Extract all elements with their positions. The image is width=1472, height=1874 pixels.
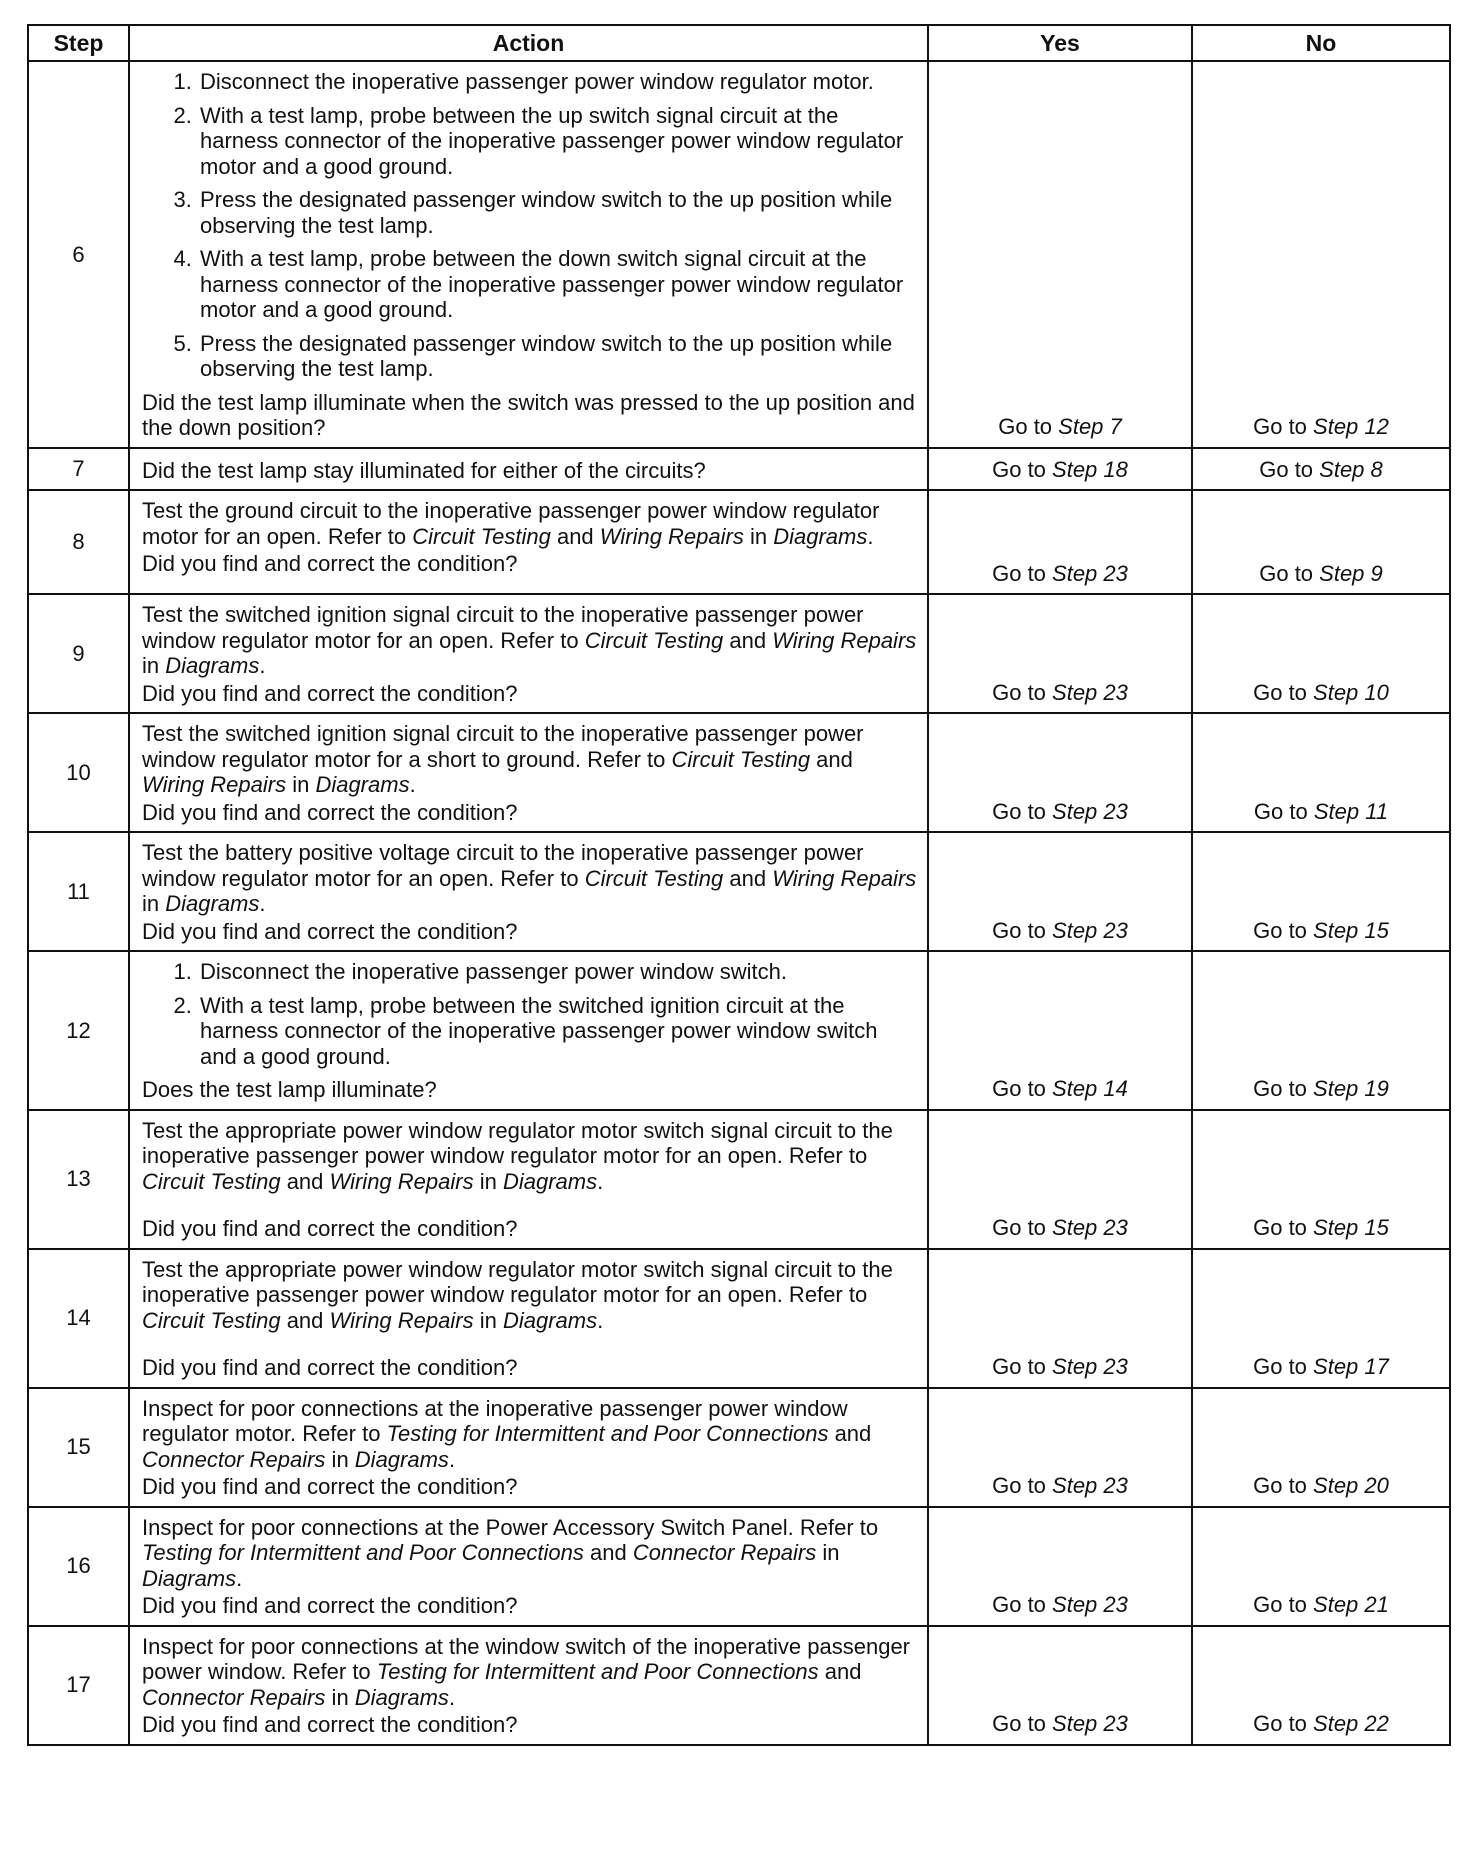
action-steps-list	[142, 69, 917, 382]
yes-go-to-text: Go to	[992, 1592, 1053, 1617]
reference-link-text: Diagrams	[502, 1307, 598, 1333]
instruction-text: .	[259, 891, 266, 916]
action-question: Did you find and correct the condition?	[142, 1593, 518, 1618]
action-question: Does the test lamp illuminate?	[142, 1077, 437, 1102]
yes-step-link: Step 23	[1052, 1354, 1128, 1379]
reference-link-text: Circuit Testing	[671, 746, 811, 772]
yes-step-link: Step 23	[1052, 917, 1128, 943]
instruction-text: in	[142, 653, 166, 678]
yes-go-to-text: Go to	[992, 917, 1053, 943]
yes-result-cell	[928, 832, 1192, 951]
no-go-to-text: Go to	[1253, 917, 1314, 943]
action-question: Did the test lamp stay illuminated for either of the circuits?	[142, 457, 706, 483]
action-steps-list	[142, 959, 917, 1069]
instruction-text: in	[816, 1540, 840, 1565]
no-go-to-text: Go to	[1253, 1592, 1314, 1617]
table-row	[28, 490, 1450, 594]
no-result-cell	[1192, 1626, 1450, 1745]
no-step-link: Step 12	[1313, 414, 1389, 439]
instruction-text: and	[810, 746, 853, 772]
reference-link-text: Connector Repairs	[142, 1684, 326, 1710]
instruction-text: in	[743, 523, 774, 549]
yes-step-link: Step 23	[1052, 560, 1128, 586]
action-instruction	[142, 1515, 917, 1592]
instruction-text: and	[723, 627, 773, 653]
action-cell	[129, 1626, 928, 1745]
action-cell	[129, 951, 928, 1110]
action-instruction	[142, 1396, 917, 1473]
instruction-text: in	[325, 1684, 355, 1710]
no-result-cell	[1192, 1507, 1450, 1626]
no-go-to-text: Go to	[1253, 1711, 1314, 1736]
no-step-link: Step 19	[1313, 1076, 1389, 1101]
no-go-to-text: Go to	[1253, 679, 1314, 705]
yes-result-cell	[928, 1626, 1192, 1745]
header-yes: Yes	[928, 25, 1192, 61]
reference-link-text: Wiring Repairs	[329, 1168, 474, 1194]
action-step-item: 2. With a test lamp, probe between the up switch signal circuit at the harness connector of the inoperative passenger power window regulator motor and a good ground.	[198, 103, 917, 180]
action-cell	[129, 490, 928, 594]
yes-result-cell	[928, 1507, 1192, 1626]
yes-go-to-text: Go to	[992, 798, 1053, 824]
action-cell	[129, 1507, 928, 1626]
step-number: 15	[28, 1388, 129, 1507]
reference-link-text: Wiring Repairs	[329, 1307, 474, 1333]
no-go-to-text: Go to	[1253, 1354, 1314, 1379]
yes-step-link: Step 23	[1052, 1711, 1128, 1736]
yes-result-cell	[928, 1388, 1192, 1507]
action-step-item: 1. Disconnect the inoperative passenger power window regulator motor.	[198, 69, 917, 95]
action-step-item: 3. Press the designated passenger window switch to the up position while observing the test lamp.	[198, 187, 917, 238]
instruction-text: .	[236, 1565, 243, 1591]
no-step-link: Step 22	[1313, 1711, 1389, 1736]
no-result-cell	[1192, 832, 1450, 951]
reference-link-text: Diagrams	[142, 1565, 237, 1591]
yes-step-link: Step 7	[1058, 414, 1122, 439]
yes-go-to-text: Go to	[992, 1076, 1053, 1101]
reference-link-text: Connector Repairs	[142, 1446, 326, 1472]
table-row	[28, 1507, 1450, 1626]
table-row	[28, 1626, 1450, 1745]
no-step-link: Step 20	[1313, 1473, 1389, 1498]
instruction-text: .	[867, 523, 874, 549]
instruction-text: Test the ground circuit to the inoperative passenger power window regulator motor for an open. Refer to	[142, 498, 880, 549]
instruction-text: and	[828, 1421, 872, 1446]
action-question: Did you find and correct the condition?	[142, 1712, 518, 1737]
table-row	[28, 1249, 1450, 1388]
action-cell	[129, 713, 928, 832]
reference-link-text: Diagrams	[502, 1168, 598, 1194]
instruction-text: Test the appropriate power window regulator motor switch signal circuit to the inoperative passenger power window regulator motor for an open. Refer to	[142, 1256, 893, 1307]
table-row	[28, 713, 1450, 832]
instruction-text: Inspect for poor connections at the inoperative passenger power window regulator motor. Refer to	[142, 1395, 848, 1446]
yes-result-cell	[928, 713, 1192, 832]
reference-link-text: Wiring Repairs	[772, 627, 917, 653]
reference-link-text: Circuit Testing	[584, 865, 724, 891]
action-step-item: 4. With a test lamp, probe between the down switch signal circuit at the harness connector of the inoperative passenger power window regulator motor and a good ground.	[198, 246, 917, 323]
reference-link-text: Diagrams	[165, 891, 260, 916]
no-step-link: Step 9	[1319, 560, 1383, 586]
instruction-text: and	[723, 865, 773, 891]
no-result-cell	[1192, 951, 1450, 1110]
step-number: 7	[28, 448, 129, 491]
yes-step-link: Step 14	[1052, 1076, 1128, 1101]
instruction-text: Inspect for poor connections at the Power Accessory Switch Panel. Refer to	[142, 1514, 879, 1540]
yes-step-link: Step 23	[1052, 798, 1128, 824]
instruction-text: .	[597, 1168, 604, 1194]
instruction-text: in	[325, 1446, 355, 1472]
reference-link-text: Wiring Repairs	[772, 865, 917, 891]
yes-go-to-text: Go to	[998, 414, 1059, 439]
yes-result-cell	[928, 594, 1192, 713]
reference-link-text: Testing for Intermittent and Poor Connections	[386, 1421, 829, 1446]
instruction-text: and	[583, 1540, 633, 1565]
instruction-text: in	[286, 772, 316, 797]
instruction-text: Test the appropriate power window regulator motor switch signal circuit to the inoperative passenger power window regulator motor for an open. Refer to	[142, 1117, 893, 1168]
reference-link-text: Diagrams	[354, 1446, 449, 1472]
action-instruction	[142, 1118, 917, 1195]
action-step-item: 5. Press the designated passenger window switch to the up position while observing the test lamp.	[198, 331, 917, 382]
no-result-cell	[1192, 448, 1450, 491]
reference-link-text: Testing for Intermittent and Poor Connections	[142, 1540, 584, 1565]
no-result-cell	[1192, 1249, 1450, 1388]
no-go-to-text: Go to	[1253, 798, 1314, 824]
step-number: 12	[28, 951, 129, 1110]
yes-step-link: Step 18	[1052, 456, 1128, 482]
reference-link-text: Diagrams	[773, 523, 868, 549]
table-row	[28, 61, 1450, 448]
instruction-text: and	[280, 1307, 330, 1333]
yes-result-cell	[928, 448, 1192, 491]
step-number: 16	[28, 1507, 129, 1626]
action-instruction	[142, 840, 917, 917]
instruction-text: .	[448, 1684, 456, 1710]
action-question: Did you find and correct the condition?	[142, 680, 518, 706]
header-no: No	[1192, 25, 1450, 61]
table-body	[28, 61, 1450, 1745]
yes-go-to-text: Go to	[992, 1215, 1053, 1240]
action-question: Did you find and correct the condition?	[142, 918, 518, 944]
action-instruction	[142, 1634, 917, 1711]
yes-go-to-text: Go to	[992, 560, 1053, 586]
reference-link-text: Circuit Testing	[142, 1168, 281, 1194]
no-step-link: Step 11	[1313, 798, 1389, 824]
no-result-cell	[1192, 1110, 1450, 1249]
no-step-link: Step 17	[1313, 1354, 1389, 1379]
reference-link-text: Testing for Intermittent and Poor Connections	[376, 1659, 819, 1684]
step-number: 9	[28, 594, 129, 713]
no-step-link: Step 15	[1313, 917, 1389, 943]
instruction-text: Test the battery positive voltage circuit to the inoperative passenger power window regulator motor for an open. Refer to	[142, 840, 864, 891]
no-result-cell	[1192, 713, 1450, 832]
action-instruction	[142, 721, 917, 798]
instruction-text: Inspect for poor connections at the window switch of the inoperative passenger power window. Refer to	[142, 1633, 911, 1684]
instruction-text: in	[473, 1307, 503, 1333]
instruction-text: and	[818, 1659, 862, 1684]
action-cell	[129, 448, 928, 491]
no-go-to-text: Go to	[1253, 414, 1314, 439]
action-question: Did you find and correct the condition?	[142, 799, 518, 825]
reference-link-text: Wiring Repairs	[599, 523, 744, 549]
header-row	[28, 25, 1450, 61]
step-number: 14	[28, 1249, 129, 1388]
instruction-text: .	[597, 1307, 604, 1333]
yes-result-cell	[928, 951, 1192, 1110]
action-cell	[129, 61, 928, 448]
instruction-text: .	[259, 653, 266, 678]
no-result-cell	[1192, 490, 1450, 594]
reference-link-text: Circuit Testing	[142, 1307, 281, 1333]
yes-go-to-text: Go to	[992, 1354, 1053, 1379]
yes-step-link: Step 23	[1052, 679, 1128, 705]
action-step-item: 2. With a test lamp, probe between the switched ignition circuit at the harness connector of the inoperative passenger power window switch and a good ground.	[198, 993, 917, 1070]
step-number: 8	[28, 490, 129, 594]
table-row	[28, 1110, 1450, 1249]
no-result-cell	[1192, 61, 1450, 448]
yes-go-to-text: Go to	[992, 456, 1053, 482]
no-go-to-text: Go to	[1253, 1473, 1314, 1498]
yes-go-to-text: Go to	[992, 1711, 1053, 1736]
reference-link-text: Wiring Repairs	[142, 772, 287, 797]
table-row	[28, 448, 1450, 491]
header-step: Step	[28, 25, 129, 61]
action-instruction	[142, 1257, 917, 1334]
action-question: Did the test lamp illuminate when the switch was pressed to the up position and the down position?	[142, 389, 915, 440]
reference-link-text: Circuit Testing	[412, 523, 551, 549]
instruction-text: in	[473, 1168, 503, 1194]
step-number: 11	[28, 832, 129, 951]
diagnostic-table	[27, 24, 1451, 1746]
yes-go-to-text: Go to	[992, 1473, 1053, 1498]
action-cell	[129, 1249, 928, 1388]
yes-step-link: Step 23	[1052, 1592, 1128, 1617]
table-row	[28, 594, 1450, 713]
action-instruction	[142, 602, 917, 679]
no-step-link: Step 15	[1313, 1215, 1389, 1240]
no-result-cell	[1192, 594, 1450, 713]
instruction-text: Test the switched ignition signal circuit to the inoperative passenger power window regulator motor for an open. Refer to	[142, 602, 864, 653]
yes-result-cell	[928, 1110, 1192, 1249]
reference-link-text: Diagrams	[315, 772, 410, 797]
action-question: Did you find and correct the condition?	[142, 551, 518, 576]
no-go-to-text: Go to	[1253, 1215, 1314, 1240]
action-cell	[129, 832, 928, 951]
no-go-to-text: Go to	[1259, 560, 1320, 586]
reference-link-text: Diagrams	[165, 653, 260, 678]
instruction-text: in	[142, 891, 166, 916]
no-result-cell	[1192, 1388, 1450, 1507]
table-row	[28, 1388, 1450, 1507]
action-question: Did you find and correct the condition?	[142, 1355, 518, 1380]
reference-link-text: Diagrams	[354, 1684, 449, 1710]
action-cell	[129, 594, 928, 713]
no-go-to-text: Go to	[1253, 1076, 1314, 1101]
reference-link-text: Connector Repairs	[632, 1540, 817, 1565]
yes-result-cell	[928, 490, 1192, 594]
yes-step-link: Step 23	[1052, 1215, 1128, 1240]
header-action: Action	[129, 25, 928, 61]
instruction-text: .	[409, 772, 416, 797]
step-number: 13	[28, 1110, 129, 1249]
step-number: 6	[28, 61, 129, 448]
no-step-link: Step 10	[1313, 679, 1389, 705]
instruction-text: and	[550, 523, 600, 549]
yes-step-link: Step 23	[1052, 1473, 1128, 1498]
action-step-item: 1. Disconnect the inoperative passenger power window switch.	[198, 959, 917, 985]
table-row	[28, 832, 1450, 951]
step-number: 17	[28, 1626, 129, 1745]
no-step-link: Step 8	[1319, 456, 1383, 482]
yes-result-cell	[928, 1249, 1192, 1388]
table-row	[28, 951, 1450, 1110]
action-question: Did you find and correct the condition?	[142, 1474, 518, 1499]
action-question: Did you find and correct the condition?	[142, 1216, 518, 1241]
instruction-text: .	[448, 1446, 456, 1472]
reference-link-text: Circuit Testing	[584, 627, 724, 653]
action-instruction	[142, 498, 917, 549]
yes-result-cell	[928, 61, 1192, 448]
instruction-text: Test the switched ignition signal circuit to the inoperative passenger power window regulator motor for a short to ground. Refer to	[142, 721, 864, 772]
no-step-link: Step 21	[1313, 1592, 1389, 1617]
action-cell	[129, 1388, 928, 1507]
action-cell	[129, 1110, 928, 1249]
step-number: 10	[28, 713, 129, 832]
no-go-to-text: Go to	[1259, 456, 1320, 482]
yes-go-to-text: Go to	[992, 679, 1053, 705]
instruction-text: and	[280, 1168, 330, 1194]
